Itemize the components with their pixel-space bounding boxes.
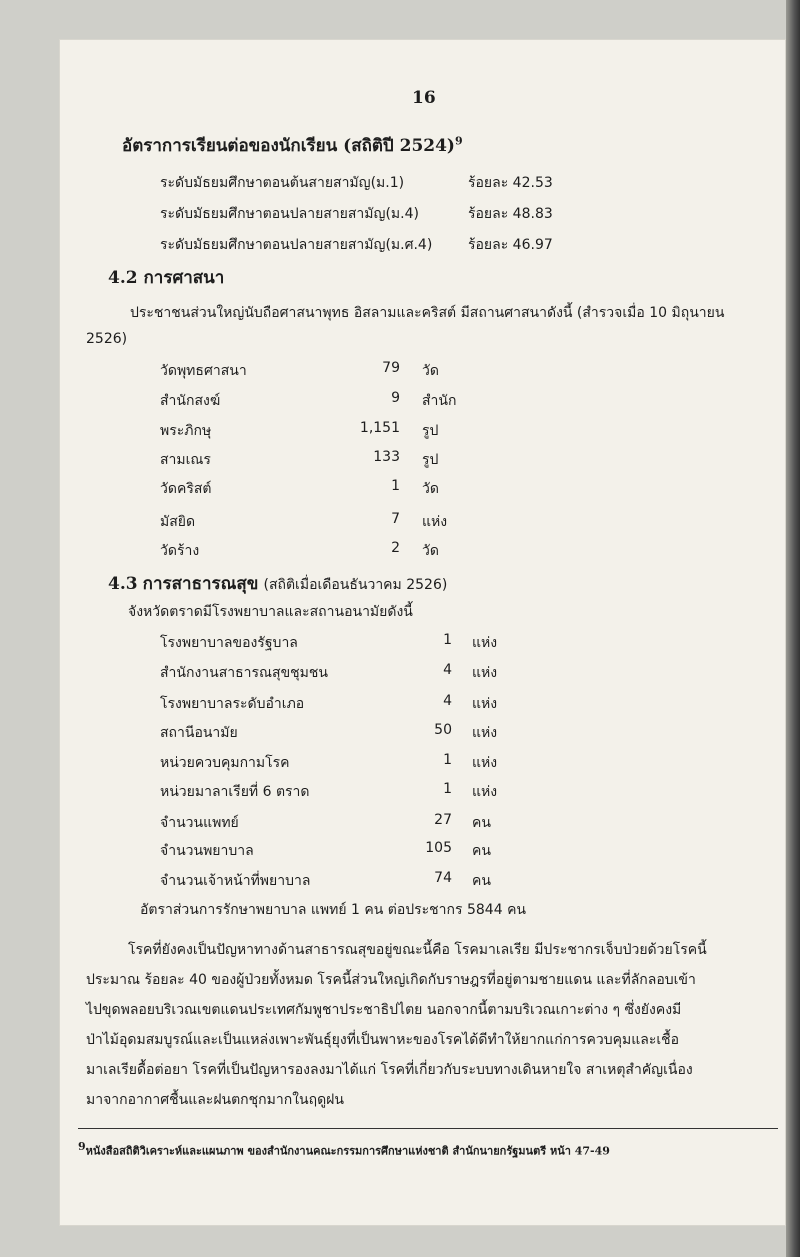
religion-intro-line: 2526) xyxy=(86,331,128,347)
item-count: 79 xyxy=(382,360,400,376)
item-unit: วัด xyxy=(422,481,439,497)
item-label: โรงพยาบาลระดับอำเภอ xyxy=(160,696,305,712)
enrollment-heading xyxy=(122,132,463,159)
item-count: 1 xyxy=(391,478,400,494)
item-label: จำนวนพยาบาล xyxy=(160,843,254,859)
footnote-divider xyxy=(78,1128,778,1129)
item-unit: คน xyxy=(472,873,491,889)
enrollment-heading-text: อัตราการเรียนต่อของนักเรียน (สถิติปี 2524) xyxy=(122,136,455,156)
paragraph-line: มาจากอากาศชื้นและฝนตกชุกมากในฤดูฝน xyxy=(86,1092,344,1108)
item-label: วัดพุทธศาสนา xyxy=(160,363,247,379)
item-unit: แห่ง xyxy=(472,784,498,800)
item-count: 4 xyxy=(443,662,452,678)
enrollment-label: ระดับมัธยมศึกษาตอนปลายสายสามัญ(ม.4) xyxy=(160,206,419,222)
item-count: 2 xyxy=(391,540,400,556)
item-unit: แห่ง xyxy=(472,635,498,651)
enrollment-label: ระดับมัธยมศึกษาตอนต้นสายสามัญ(ม.1) xyxy=(160,175,405,191)
item-count: 74 xyxy=(434,870,452,886)
religion-row xyxy=(0,511,800,531)
item-unit: รูป xyxy=(422,452,439,468)
item-label: มัสยิด xyxy=(160,514,196,530)
item-count: 27 xyxy=(434,812,452,828)
item-label: สำนักงานสาธารณสุขชุมชน xyxy=(160,665,328,681)
paragraph-line: ประมาณ ร้อยละ 40 ของผู้ป่วยทั้งหมด โรคนี้ส่วนใหญ่เกิดกับราษฎรที่อยู่ตามชายแดน และที่ลักลอบเข้า xyxy=(86,972,696,988)
health-row xyxy=(0,870,800,890)
health-row xyxy=(0,632,800,652)
footnote-number: 9 xyxy=(78,1140,86,1153)
health-row xyxy=(0,662,800,682)
religion-row xyxy=(0,478,800,498)
item-unit: แห่ง xyxy=(472,755,498,771)
item-label: หน่วยมาลาเรียที่ 6 ตราด xyxy=(160,784,310,800)
item-count: 1 xyxy=(443,632,452,648)
health-row xyxy=(0,722,800,742)
section-4-3-heading xyxy=(108,570,447,597)
health-row xyxy=(0,840,800,860)
footnote-marker: 9 xyxy=(454,134,463,148)
item-label: จำนวนแพทย์ xyxy=(160,815,239,831)
item-unit: สำนัก xyxy=(422,393,457,409)
religion-row xyxy=(0,449,800,469)
item-unit: แห่ง xyxy=(472,696,498,712)
section-subtitle: (สถิติเมื่อเดือนธันวาคม 2526) xyxy=(263,577,448,593)
item-count: 1,151 xyxy=(359,420,400,436)
enrollment-row xyxy=(0,203,800,223)
item-unit: คน xyxy=(472,843,491,859)
section-number: 4.3 xyxy=(108,574,138,594)
item-label: สำนักสงฆ์ xyxy=(160,393,221,409)
item-count: 1 xyxy=(443,781,452,797)
item-unit: รูป xyxy=(422,423,439,439)
paragraph-line: โรคที่ยังคงเป็นปัญหาทางด้านสาธารณสุขอยู่ขณะนี้คือ โรคมาเลเรีย มีประชากรเจ็บป่วยด้วยโรคนี้ xyxy=(128,942,707,958)
health-row xyxy=(0,752,800,772)
item-unit: แห่ง xyxy=(422,514,448,530)
item-unit: แห่ง xyxy=(472,725,498,741)
religion-row xyxy=(0,360,800,380)
religion-row xyxy=(0,420,800,440)
footnote xyxy=(78,1140,610,1160)
religion-intro-line: ประชาชนส่วนใหญ่นับถือศาสนาพุทธ อิสลามและคริสต์ มีสถานศาสนาดังนี้ (สำรวจเมื่อ 10 มิถุนายน xyxy=(130,305,725,321)
health-row xyxy=(0,693,800,713)
item-label: สถานีอนามัย xyxy=(160,725,238,741)
item-count: 1 xyxy=(443,752,452,768)
enrollment-value: ร้อยละ 48.83 xyxy=(468,206,553,222)
item-unit: วัด xyxy=(422,363,439,379)
malaria-paragraph xyxy=(86,935,778,1115)
item-count: 4 xyxy=(443,693,452,709)
section-4-2-heading xyxy=(108,264,224,291)
enrollment-label: ระดับมัธยมศึกษาตอนปลายสายสามัญ(ม.ศ.4) xyxy=(160,237,433,253)
item-count: 50 xyxy=(434,722,452,738)
footnote-text: หนังสือสถิติวิเคราะห์และแผนภาพ ของสำนักงานคณะกรรมการศึกษาแห่งชาติ สำนักนายกรัฐมนตรี หน้า 47-49 xyxy=(85,1144,610,1158)
religion-row xyxy=(0,540,800,560)
paragraph-line: ไปขุดพลอยบริเวณเขตแดนประเทศกัมพูชาประชาธิปไตย นอกจากนี้ตามบริเวณเกาะต่าง ๆ ซึ่งยังคงมี xyxy=(86,1002,682,1018)
section-number: 4.2 xyxy=(108,268,138,288)
item-label: สามเณร xyxy=(160,452,211,468)
item-label: วัดคริสต์ xyxy=(160,481,212,497)
section-title: การศาสนา xyxy=(143,268,225,288)
paragraph-line: ป่าไม้อุดมสมบูรณ์และเป็นแหล่งเพาะพันธุ์ยุงที่เป็นพาหะของโรคได้ดีทำให้ยากแก่การควบคุมและเชื้อ xyxy=(86,1032,680,1048)
item-label: โรงพยาบาลของรัฐบาล xyxy=(160,635,298,651)
item-label: พระภิกษุ xyxy=(160,423,212,439)
item-label: หน่วยควบคุมกามโรค xyxy=(160,755,290,771)
enrollment-row xyxy=(0,234,800,254)
enrollment-row xyxy=(0,172,800,192)
paragraph-line: มาเลเรียดื้อต่อยา โรคที่เป็นปัญหารองลงมาได้แก่ โรคที่เกี่ยวกับระบบทางเดินหายใจ สาเหตุสำคัญเนื่อง xyxy=(86,1062,693,1078)
enrollment-value: ร้อยละ 46.97 xyxy=(468,237,553,253)
item-count: 9 xyxy=(391,390,400,406)
item-count: 133 xyxy=(373,449,400,465)
religion-row xyxy=(0,390,800,410)
item-label: วัดร้าง xyxy=(160,543,200,559)
section-title: การสาธารณสุข xyxy=(142,574,259,594)
item-unit: แห่ง xyxy=(472,665,498,681)
enrollment-value: ร้อยละ 42.53 xyxy=(468,175,553,191)
page-number: 16 xyxy=(412,88,436,108)
item-unit: คน xyxy=(472,815,491,831)
item-unit: วัด xyxy=(422,543,439,559)
health-row xyxy=(0,781,800,801)
doctor-ratio: อัตราส่วนการรักษาพยาบาล แพทย์ 1 คน ต่อประชากร 5844 คน xyxy=(140,902,526,918)
health-row xyxy=(0,812,800,832)
item-label: จำนวนเจ้าหน้าที่พยาบาล xyxy=(160,873,311,889)
item-count: 105 xyxy=(425,840,452,856)
health-intro: จังหวัดตราดมีโรงพยาบาลและสถานอนามัยดังนี้ xyxy=(128,604,413,620)
item-count: 7 xyxy=(391,511,400,527)
